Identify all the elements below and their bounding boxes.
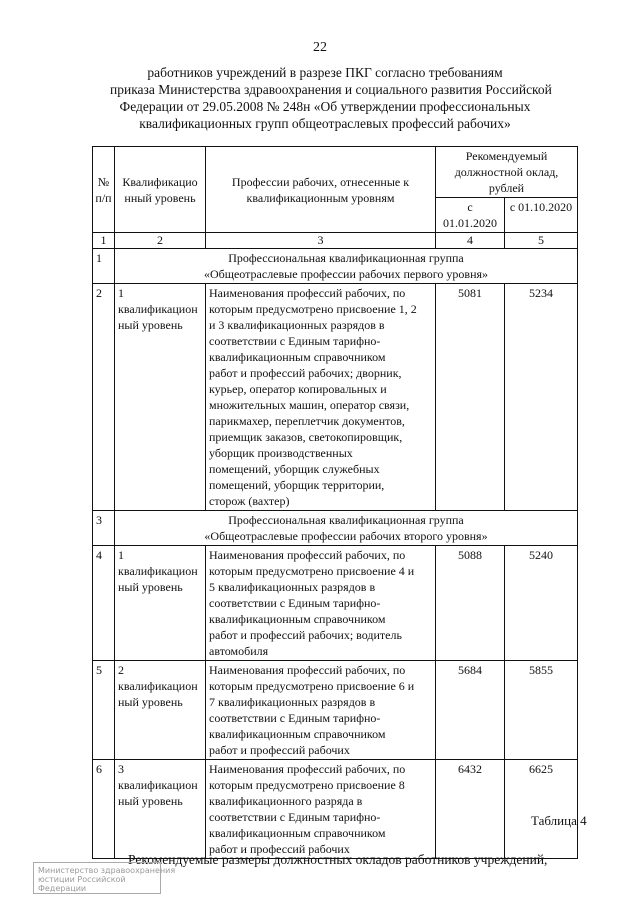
column-number: 3: [206, 233, 436, 249]
header-date-1: с 01.01.2020: [436, 198, 505, 233]
table-row: [93, 661, 578, 760]
column-number: 2: [115, 233, 206, 249]
salary-value-2: 5240: [505, 546, 578, 661]
row-level: 2 квалификацион ный уровень: [115, 661, 206, 760]
heading-line: квалификационных групп общеотраслевых профессий рабочих»: [139, 116, 511, 131]
section-heading: Рекомендуемые размеры должностных окладов работников учреждений,: [128, 852, 548, 867]
heading-line: работников учреждений в разрезе ПКГ согласно требованиям: [147, 65, 503, 80]
group-num: 1: [93, 249, 115, 284]
document-heading: [110, 64, 552, 132]
row-level: 3 квалификацион ный уровень: [115, 760, 206, 859]
row-num: 4: [93, 546, 115, 661]
header-professions: Профессии рабочих, отнесенные к квалификационным уровням: [206, 147, 436, 233]
column-number-row: [93, 233, 578, 249]
salary-table: [92, 146, 578, 859]
header-num: № п/п: [93, 147, 115, 233]
group-row: [93, 249, 578, 284]
row-description: Наименования профессий рабочих, по которым предусмотрено присвоение 1, 2 и 3 квалификационных разрядов в соответствии с Единым тарифно- квалификационным справочником работ и профессий рабочих; дворник, курьер, оператор копировальных и множительных машин, оператор связи, парикмахер, переплетчик документов, приемщик заказов, светокопировщик, уборщик производственных помещений, уборщик служебных помещений, уборщик территории, сторож (вахтер): [206, 284, 436, 511]
salary-value-1: 5088: [436, 546, 505, 661]
stamp-line: Федерации: [38, 884, 87, 893]
row-description: Наименования профессий рабочих, по которым предусмотрено присвоение 4 и 5 квалификационных разрядов в соответствии с Единым тарифно- квалификационным справочником работ и профессий рабочих; водитель автомобиля: [206, 546, 436, 661]
salary-value-1: 6432: [436, 760, 505, 859]
column-number: 1: [93, 233, 115, 249]
table-row: [93, 760, 578, 859]
salary-value-2: 5855: [505, 661, 578, 760]
group-title: Профессиональная квалификационная группа «Общеотраслевые профессии рабочих второго уровня»: [115, 511, 578, 546]
row-level: 1 квалификацион ный уровень: [115, 546, 206, 661]
salary-value-2: 6625: [505, 760, 578, 859]
heading-line: Федерации от 29.05.2008 № 248н «Об утверждении профессиональных: [119, 99, 531, 114]
page-number: 22: [313, 40, 327, 55]
stamp-line: юстиции Российской: [38, 875, 126, 884]
table-caption: Таблица 4: [531, 813, 587, 828]
stamp-line: Министерство здравоохранения: [38, 866, 176, 875]
group-title: Профессиональная квалификационная группа «Общеотраслевые профессии рабочих первого уровня»: [115, 249, 578, 284]
group-row: [93, 511, 578, 546]
table-row: [93, 546, 578, 661]
header-salary: Рекомендуемый должностной оклад, рублей: [436, 147, 578, 198]
column-number: 5: [505, 233, 578, 249]
salary-value-1: 5684: [436, 661, 505, 760]
group-num: 3: [93, 511, 115, 546]
row-description: Наименования профессий рабочих, по которым предусмотрено присвоение 6 и 7 квалификационных разрядов в соответствии с Единым тарифно- квалификационным справочником работ и профессий рабочих: [206, 661, 436, 760]
table-row: [93, 284, 578, 511]
row-num: 2: [93, 284, 115, 511]
heading-line: приказа Министерства здравоохранения и социального развития Российской: [110, 82, 552, 97]
row-num: 6: [93, 760, 115, 859]
header-level: Квалификацио нный уровень: [115, 147, 206, 233]
stamp: [33, 862, 176, 894]
row-level: 1 квалификацион ный уровень: [115, 284, 206, 511]
salary-value-1: 5081: [436, 284, 505, 511]
row-num: 5: [93, 661, 115, 760]
column-number: 4: [436, 233, 505, 249]
header-date-2: с 01.10.2020: [505, 198, 578, 233]
row-description: Наименования профессий рабочих, по которым предусмотрено присвоение 8 квалификационного разряда в соответствии с Единым тарифно- квалификационным справочником работ и профессий рабочих: [206, 760, 436, 859]
salary-value-2: 5234: [505, 284, 578, 511]
table-header-row: [93, 147, 578, 198]
